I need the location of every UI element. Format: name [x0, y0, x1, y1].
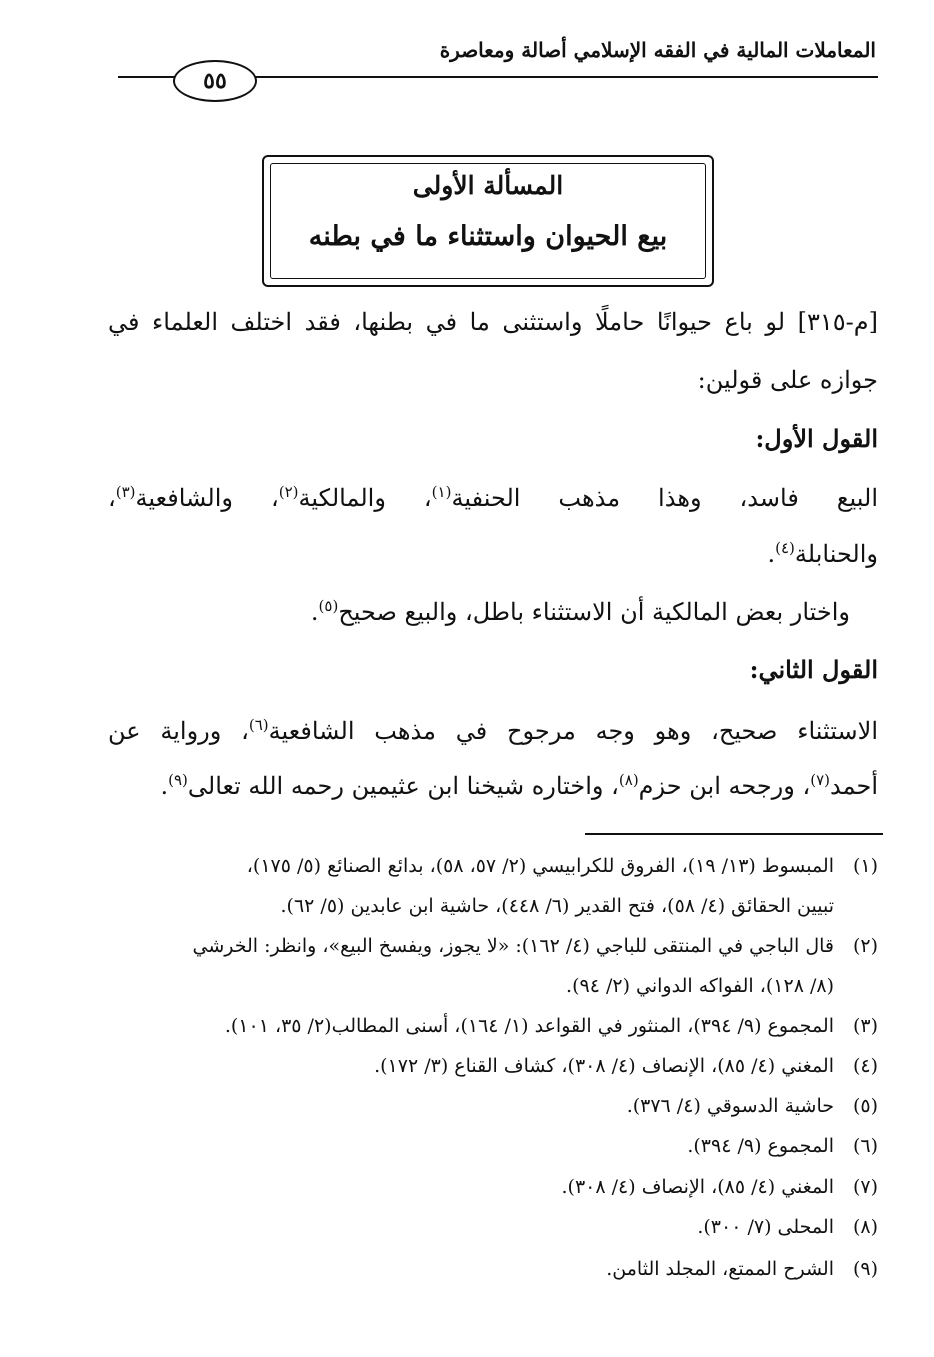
- footnote-number: (٦): [852, 1135, 878, 1157]
- page-number: ٥٥: [173, 60, 257, 102]
- text-segment: ، ورجحه ابن حزم: [638, 772, 811, 800]
- text-segment: أحمد: [830, 772, 878, 800]
- text-segment: ، والشافعية: [135, 484, 279, 512]
- paragraph-2-line-1: [108, 484, 878, 513]
- footnote-1-continuation: تبيين الحقائق (٤/ ٥٨)، فتح القدير (٦/ ٤٤٨)، حاشية ابن عابدين (٥/ ٦٢).: [280, 895, 834, 917]
- text-segment: ، واختاره شيخنا ابن عثيمين رحمه الله تعالى: [187, 772, 619, 800]
- footnote-ref-7[interactable]: (٧): [810, 771, 831, 789]
- footnote-number: (٧): [852, 1176, 878, 1198]
- footnote-text: الشرح الممتع، المجلد الثامن.: [606, 1258, 834, 1280]
- footnote-4: [108, 1055, 878, 1078]
- running-header-title: المعاملات المالية في الفقه الإسلامي أصالة ومعاصرة: [439, 38, 876, 62]
- text-segment: .: [160, 772, 169, 800]
- section-title-box: [262, 155, 714, 287]
- footnote-text: المغني (٤/ ٨٥)، الإنصاف (٤/ ٣٠٨).: [561, 1176, 834, 1198]
- footnote-8: [108, 1216, 878, 1239]
- section-title: المسألة الأولى: [412, 171, 564, 200]
- footnote-1: [108, 855, 878, 878]
- text-segment: ، ورواية عن: [108, 717, 249, 745]
- footnote-ref-8[interactable]: (٨): [618, 771, 639, 789]
- text-segment: والحنابلة: [794, 540, 878, 568]
- footnote-text: قال الباجي في المنتقى للباجي (٤/ ١٦٢): «لا يجوز، ويفسخ البيع»، وانظر: الخرشي: [192, 935, 834, 957]
- text-segment: .: [767, 540, 776, 568]
- footnote-text: المبسوط (١٣/ ١٩)، الفروق للكرابيسي (٢/ ٥٧، ٥٨)، بدائع الصنائع (٥/ ١٧٥)،: [246, 855, 834, 877]
- footnote-text: المحلى (٧/ ٣٠٠).: [697, 1216, 834, 1238]
- footnote-number: (١): [852, 855, 878, 877]
- text-segment: ، والمالكية: [298, 484, 432, 512]
- footnote-ref-9[interactable]: (٩): [168, 771, 188, 789]
- footnote-6: [108, 1135, 878, 1158]
- footnote-number: (٩): [852, 1258, 878, 1280]
- footnote-2-continuation: (٨/ ١٢٨)، الفواكه الدواني (٢/ ٩٤).: [566, 975, 834, 997]
- footnote-number: (٥): [852, 1095, 878, 1117]
- footnote-7: [108, 1176, 878, 1199]
- footnote-5: [108, 1095, 878, 1118]
- footnote-text: المجموع (٩/ ٣٩٤).: [687, 1135, 834, 1157]
- paragraph-1-line-1: [م-٣١٥] لو باع حيوانًا حاملًا واستثنى ما في بطنها، فقد اختلف العلماء في: [108, 308, 878, 336]
- text-segment: الاستثناء صحيح، وهو وجه مرجوح في مذهب الشافعية: [268, 717, 878, 745]
- footnote-text: المغني (٤/ ٨٥)، الإنصاف (٤/ ٣٠٨)، كشاف القناع (٣/ ١٧٢).: [374, 1055, 834, 1077]
- footnote-number: (٨): [852, 1216, 878, 1238]
- text-segment: البيع فاسد، وهذا مذهب الحنفية: [451, 484, 879, 512]
- footnote-9: [108, 1258, 878, 1281]
- footnote-number: (٣): [852, 1015, 878, 1037]
- paragraph-3: [108, 598, 850, 627]
- footnote-text: حاشية الدسوقي (٤/ ٣٧٦).: [626, 1095, 834, 1117]
- text-segment: واختار بعض المالكية أن الاستثناء باطل، والبيع صحيح: [338, 598, 850, 626]
- heading-second-opinion: القول الثاني:: [749, 655, 878, 684]
- footnote-separator: [585, 833, 883, 835]
- section-subtitle: بيع الحيوان واستثناء ما في بطنه: [308, 221, 668, 252]
- text-segment: .: [310, 598, 319, 626]
- paragraph-4-line-2: [108, 772, 878, 801]
- footnote-ref-1[interactable]: (١): [431, 483, 452, 501]
- footnote-ref-6[interactable]: (٦): [248, 716, 269, 734]
- footnote-ref-3[interactable]: (٣): [115, 483, 136, 501]
- footnote-ref-4[interactable]: (٤): [775, 539, 795, 557]
- footnote-ref-5[interactable]: (٥): [318, 597, 339, 615]
- paragraph-1-line-2: جوازه على قولين:: [697, 366, 878, 394]
- heading-first-opinion: القول الأول:: [755, 424, 878, 453]
- paragraph-2-line-2: [108, 540, 878, 569]
- paragraph-4-line-1: [108, 717, 878, 746]
- footnote-3: [108, 1015, 878, 1038]
- text-segment: ،: [108, 484, 116, 512]
- footnote-ref-2[interactable]: (٢): [278, 483, 299, 501]
- footnote-text: المجموع (٩/ ٣٩٤)، المنثور في القواعد (١/ ١٦٤)، أسنى المطالب(٢/ ٣٥، ١٠١).: [224, 1015, 834, 1037]
- footnote-number: (٤): [852, 1055, 878, 1077]
- footnote-2: [108, 935, 878, 958]
- footnote-number: (٢): [852, 935, 878, 957]
